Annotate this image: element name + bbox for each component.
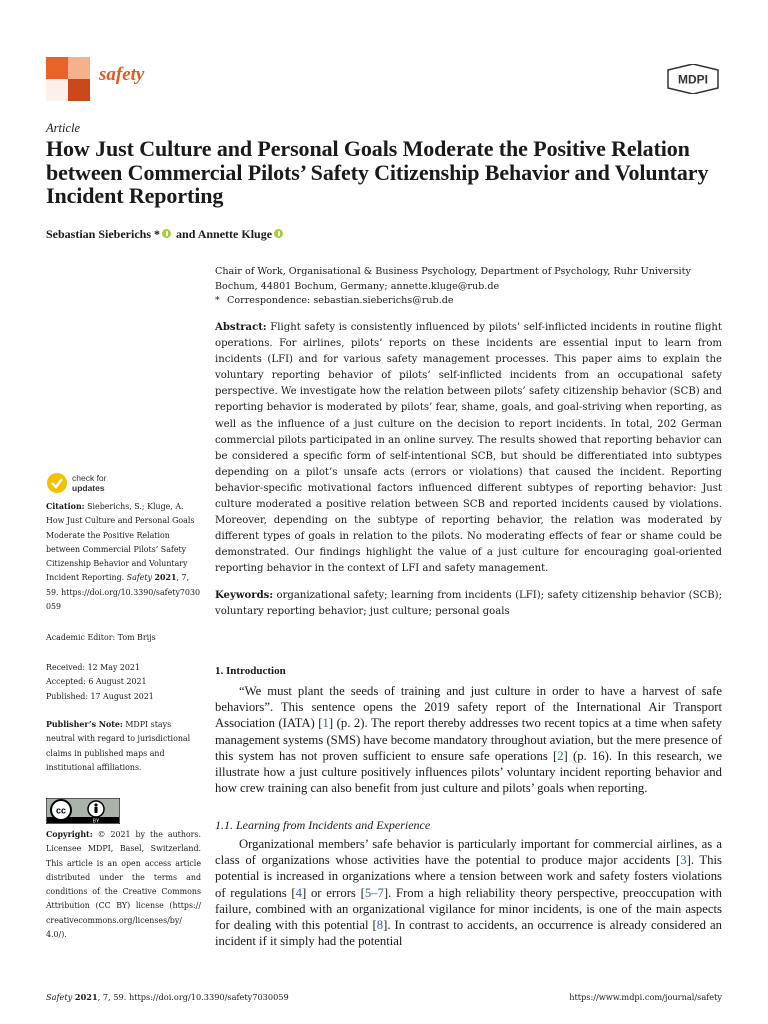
- check-label: check for: [72, 473, 107, 483]
- keywords: [215, 588, 722, 620]
- correspondence[interactable]: Correspondence: sebastian.sieberichs@rub.de: [227, 295, 454, 307]
- affiliation-block: [215, 265, 725, 309]
- reference-link[interactable]: 3: [680, 853, 687, 868]
- copyright-text: © 2021 by the authors. Licensee MDPI, Basel, Switzerland. This article is an open access article distributed under the terms and conditions of the Creative Commons Attribution (CC BY) license (https:// creativecommons.org/licenses/by/ 4.0/).: [46, 830, 201, 940]
- paper-title: How Just Culture and Personal Goals Moderate the Positive Relation between Commercial Pilots’ Safety Citizenship Behavior and Voluntary Incident Reporting: [46, 136, 709, 208]
- author-list: [46, 227, 285, 242]
- reference-link[interactable]: 2: [557, 748, 564, 763]
- citation-doi[interactable]: https://doi.org/10.3390/safety7030059: [46, 587, 200, 612]
- abstract: [215, 320, 722, 578]
- abstract-label: Abstract:: [215, 322, 267, 333]
- cc-badge-text: BY: [92, 818, 100, 824]
- paragraph-2: Organizational members’ safe behavior is particularly important for commercial airlines, as a class of organizations whose activities have the potential to produce major accidents [3]. This potential is increased in organizations where a tension between work and safety fosters violations of regulations [4] or errors [5–7]. From a high reliability theory perspective, preoccupation with failure, combined with an organizational vigilance for minor incidents, is one of the main aspects for dealing with this potential [8]. In contrast to accidents, an occurrence is already considered an incident if it simply had the potential: [215, 837, 722, 949]
- orcid-icon[interactable]: [162, 229, 171, 238]
- journal-logo-icon: [46, 57, 90, 101]
- copyright-block: [46, 828, 201, 942]
- journal-name[interactable]: safety: [99, 64, 145, 85]
- paragraph-1: “We must plant the seeds of training and just culture in order to have a harvest of safe behaviors”. This sentence opens the 2019 safety report of the International Air Transport Association (IATA) [1] (p. 2). The report thereby addresses two recent topics at a time when safety management systems (SMS) have become mandatory throughout aviation, but the mere presence of this system has not proven sufficient to ensure safe operations [2] (p. 16). In this research, we illustrate how a just culture positively influences pilots’ voluntary incident reporting behavior and how crew training can also benefit from just culture and pilots’ goals when reporting.: [215, 684, 722, 796]
- updates-label: updates: [72, 483, 105, 493]
- received-date: Received: 12 May 2021: [46, 663, 140, 672]
- footer-url[interactable]: https://www.mdpi.com/journal/safety: [569, 992, 722, 1002]
- publisher-note-text: MDPI stays neutral with regard to jurisdictional claims in published maps and institutional affiliations.: [46, 720, 191, 772]
- footer-year: 2021: [74, 992, 98, 1002]
- correspondence-marker: *: [215, 295, 220, 307]
- citation-year: 2021: [154, 573, 177, 583]
- article-type: Article: [46, 121, 81, 135]
- citation-label: Citation:: [46, 502, 85, 511]
- affiliation: Chair of Work, Organisational & Business Psychology, Department of Psychology, Ruhr University Bochum, 44801 Bochum, Germany; annette.kluge@rub.de: [215, 266, 691, 292]
- reference-link[interactable]: 4: [295, 885, 302, 900]
- svg-text:cc: cc: [55, 805, 67, 816]
- subsection-heading: 1.1. Learning from Incidents and Experience: [215, 818, 431, 832]
- section-heading-introduction: 1. Introduction: [215, 665, 286, 677]
- reference-link[interactable]: 5–7: [364, 885, 384, 900]
- publisher-name: MDPI: [678, 72, 708, 87]
- copyright-label: Copyright:: [46, 830, 93, 839]
- published-date: Published: 17 August 2021: [46, 691, 154, 701]
- footer-journal: Safety: [46, 992, 73, 1002]
- reference-link[interactable]: 8: [376, 918, 384, 933]
- cc-by-license-icon[interactable]: [46, 798, 120, 824]
- academic-editor: Academic Editor: Tom Brijs: [46, 633, 156, 642]
- reference-link[interactable]: 1: [322, 716, 329, 731]
- accepted-date: Accepted: 6 August 2021: [46, 677, 147, 687]
- orcid-icon[interactable]: [274, 229, 283, 238]
- author-2[interactable]: and Annette Kluge: [176, 227, 273, 241]
- author-1[interactable]: Sebastian Sieberichs *: [46, 227, 161, 241]
- mdpi-logo[interactable]: [665, 64, 721, 94]
- footer-rest[interactable]: , 7, 59. https://doi.org/10.3390/safety7030059: [97, 992, 289, 1002]
- keywords-label: Keywords:: [215, 590, 274, 601]
- check-for-updates-badge[interactable]: [46, 470, 146, 496]
- keywords-text: organizational safety; learning from incidents (LFI); safety citizenship behavior (SCB); voluntary reporting behavior; just culture; personal goals: [215, 590, 722, 617]
- footer-citation: [46, 992, 289, 1002]
- dates-block: [46, 661, 201, 704]
- citation-volume: , 7, 59.: [46, 573, 190, 597]
- citation-text: Sieberichs, S.; Kluge, A. How Just Culture and Personal Goals Moderate the Positive Relation between Commercial Pilots’ Safety Citizenship Behavior and Voluntary Incident Reporting.: [46, 502, 195, 583]
- abstract-text: Flight safety is consistently influenced by pilots’ self-inflicted incidents in routine flight operations. For airlines, pilots’ reports on these incidents are essential input to learn from incidents (LFI) and for various safety management processes. This paper aims to explain the voluntary reporting behavior of pilots’ self-inflicted incidents from an occupational safety perspective. We investigate how the relation between pilots’ safety citizenship behavior (SCB) and reporting behavior is moderated by pilots’ fear, shame, goals, and goal-striving when reporting, as well as the influence of a just culture on the decision to report incidents. In total, 202 German commercial pilots participated in an online survey. The results showed that reporting behavior can be considered a specific form of self-intentional SCB, but should be differentiated into subtypes depending on a pilot’s unsafe acts (errors or violations) that caused the incident. Reporting behavior-specific motivational factors influenced different subtypes of reporting behavior: Just culture moderated a positive relation between SCB and reported incidents caused by violations. Moreover, depending on the subtype of reporting behavior, the relation was moderated by different types of goals in relation to the pilots. No moderating effects of fear or shame could be demonstrated. Our findings highlight the value of a just culture for encouraging goal-oriented reporting behavior in the context of LFI and safety management.: [215, 322, 722, 575]
- citation-journal: Safety: [126, 573, 153, 583]
- publisher-note-label: Publisher’s Note:: [46, 720, 123, 729]
- publisher-note: [46, 718, 201, 775]
- citation-block: [46, 500, 201, 614]
